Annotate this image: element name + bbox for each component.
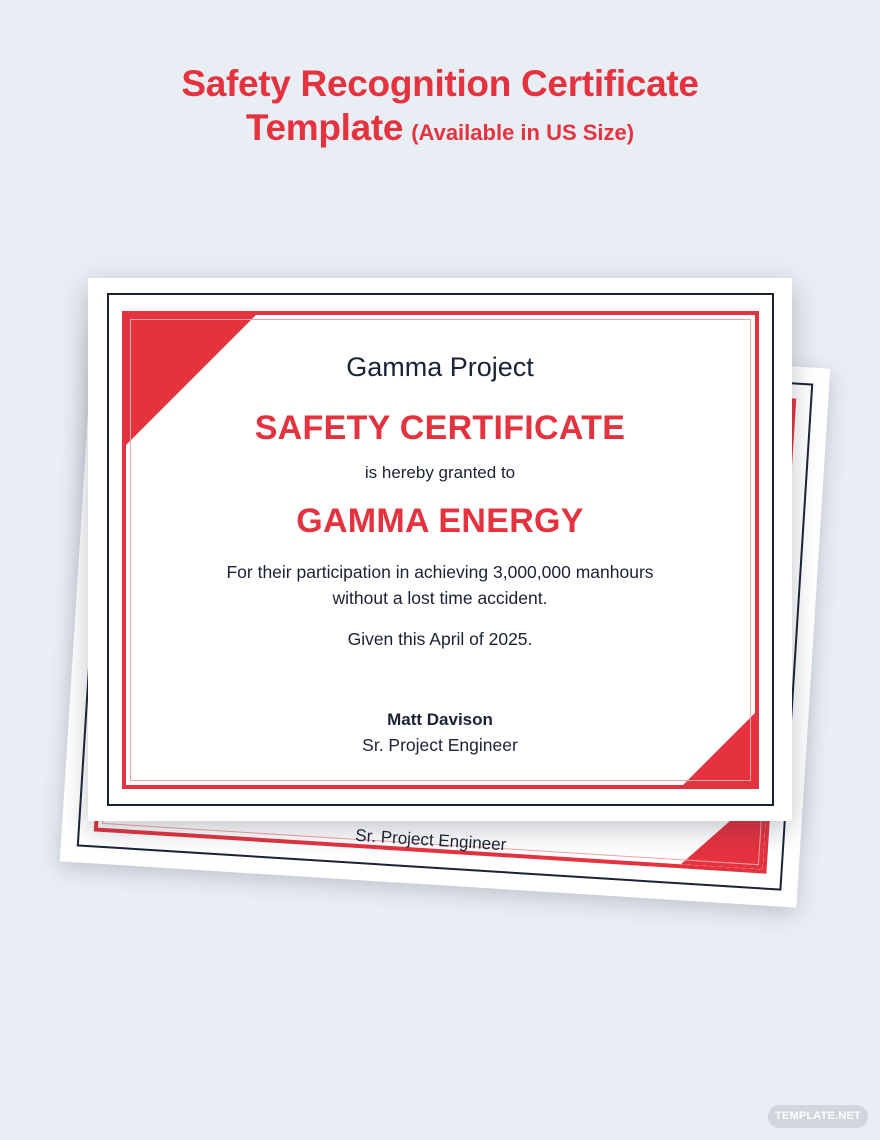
heading-title-word: Template: [245, 107, 404, 148]
certificate-sheet: [88, 278, 792, 821]
reason-line-2: without a lost time accident.: [332, 588, 548, 608]
heading-title-line2: [0, 106, 880, 155]
heading-size-note: (Available in US Size): [411, 120, 635, 145]
certificate-title: SAFETY CERTIFICATE: [254, 409, 626, 447]
watermark-badge: TEMPLATE.NET: [768, 1105, 868, 1128]
recipient-name: GAMMA ENERGY: [296, 502, 584, 540]
back-signer-title: Sr. Project Engineer: [354, 825, 507, 855]
organization-name: Gamma Project: [346, 352, 534, 382]
signer-title: Sr. Project Engineer: [362, 735, 518, 755]
heading-title-line1: Safety Recognition Certificate: [181, 63, 699, 104]
date-text: Given this April of 2025.: [347, 629, 533, 649]
granted-text: is hereby granted to: [364, 463, 516, 482]
reason-line-1: For their participation in achieving 3,000,000 manhours: [226, 562, 654, 582]
certificate-content: [88, 278, 792, 821]
page-heading: [0, 62, 880, 155]
signer-name: Matt Davison: [387, 710, 493, 729]
